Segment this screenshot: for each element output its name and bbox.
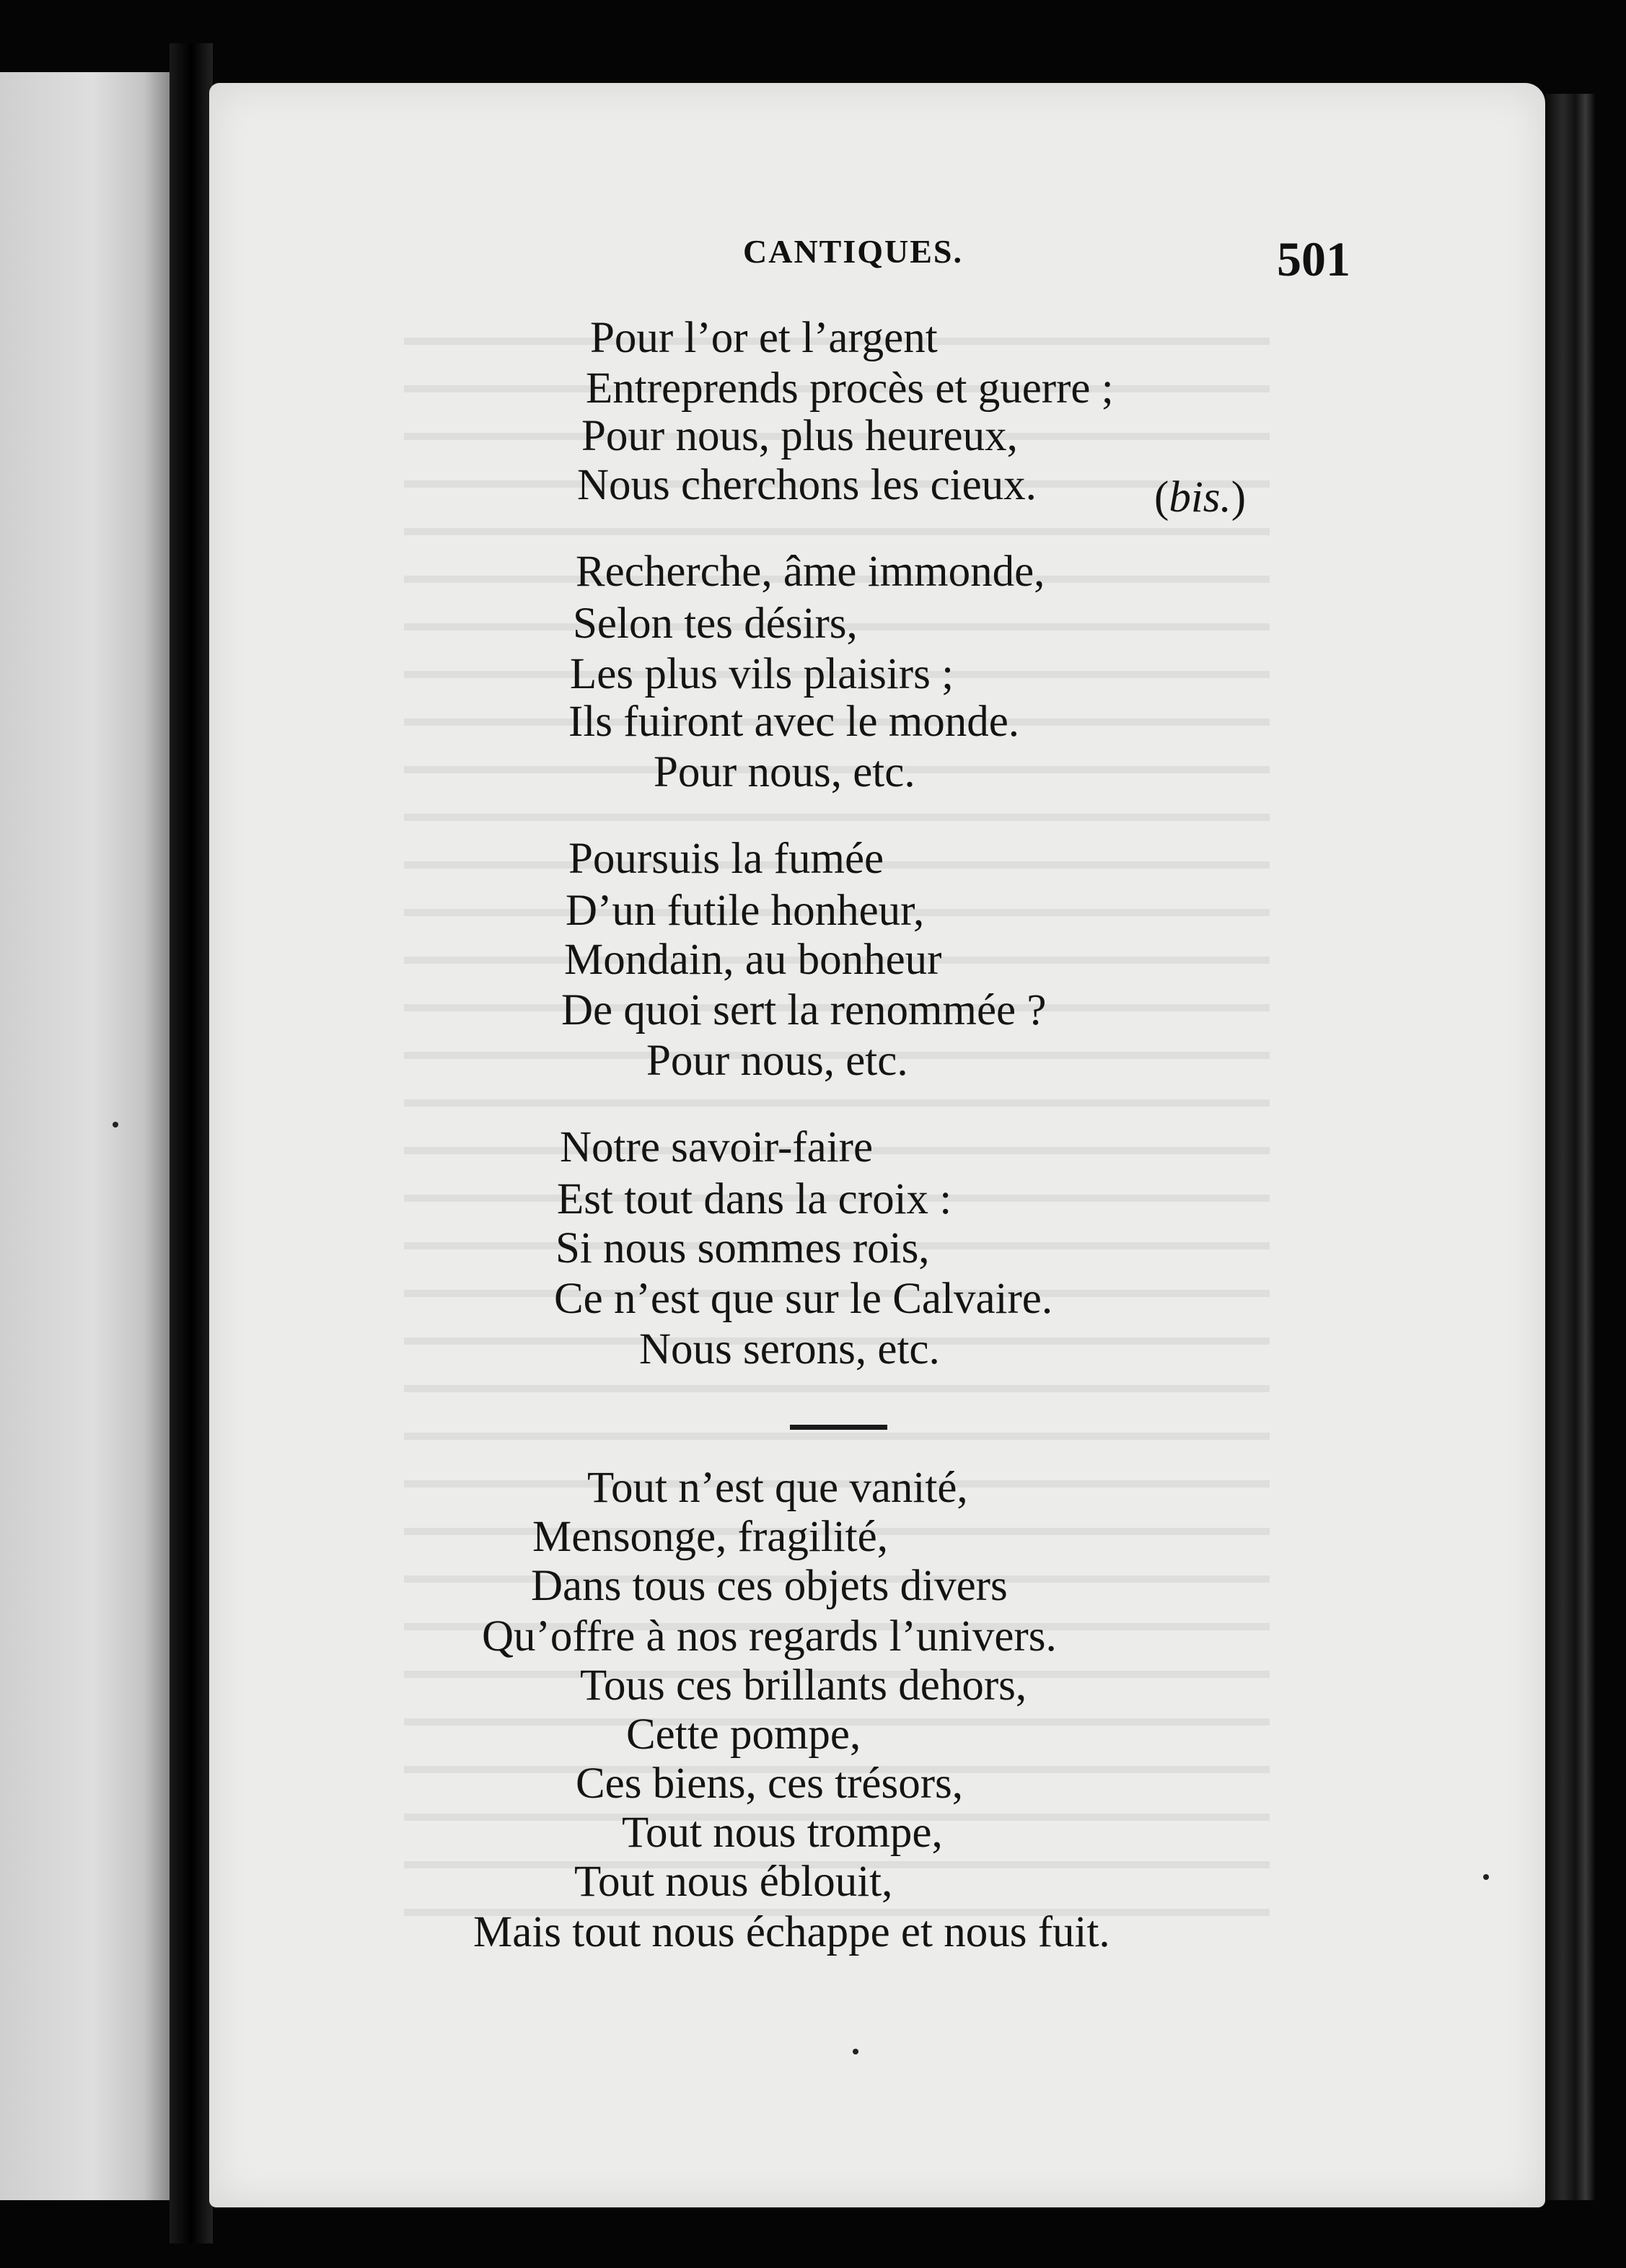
facing-page-edge [0,72,170,2200]
verse-line: Les plus vils plaisirs ; [570,650,954,698]
verse-line: Tout n’est que vanité, [587,1464,968,1512]
verse-line: Ce n’est que sur le Calvaire. [554,1275,1053,1323]
verse-line: Cette pompe, [626,1710,861,1759]
section-divider [790,1425,887,1430]
verse-line: Nous cherchons les cieux. [577,461,1037,509]
ink-speck [853,2049,858,2054]
page-edge-shadow [1545,94,1596,2200]
verse-line: Mondain, au bonheur [564,936,942,984]
verse-line: Est tout dans la croix : [557,1175,952,1223]
verse-line: Dans tous ces objets divers [531,1562,1008,1610]
page-number: 501 [1277,232,1350,286]
verse-line: Ils fuiront avec le monde. [568,698,1020,746]
verse-line: D’un futile honheur, [566,887,925,935]
running-head: CANTIQUES. [743,233,964,270]
verse-line: Tout nous trompe, [622,1808,943,1857]
refrain-line: Nous serons, etc. [639,1325,940,1373]
refrain-line: Pour nous, etc. [646,1037,908,1085]
verse-line: Tout nous éblouit, [574,1858,893,1906]
book-gutter [170,43,213,2243]
verse-line: Poursuis la fumée [568,835,884,883]
verse-line: Entreprends procès et guerre ; [586,364,1114,413]
verse-line: Selon tes désirs, [573,599,858,648]
verse-line: Recherche, âme immonde, [576,548,1045,596]
verse-line: De quoi sert la renommée ? [561,986,1047,1034]
verse-line: Pour nous, plus heureux, [581,412,1018,460]
repeat-marker-text: bis. [1169,473,1231,522]
verse-line: Tous ces brillants dehors, [580,1661,1027,1710]
ink-speck [113,1122,118,1128]
verse-line: Si nous sommes rois, [555,1224,930,1273]
verse-line: Notre savoir-faire [560,1123,874,1172]
verse-line: Qu’offre à nos regards l’univers. [482,1612,1057,1661]
verse-line: Mensonge, fragilité, [532,1513,888,1561]
repeat-marker: (bis.) [1154,473,1247,522]
refrain-line: Pour nous, etc. [654,748,915,796]
verse-line: Mais tout nous échappe et nous fuit. [473,1908,1110,1956]
ink-speck [1483,1874,1489,1880]
verse-line: Pour l’or et l’argent [590,314,938,362]
verse-line: Ces biens, ces trésors, [576,1759,964,1808]
